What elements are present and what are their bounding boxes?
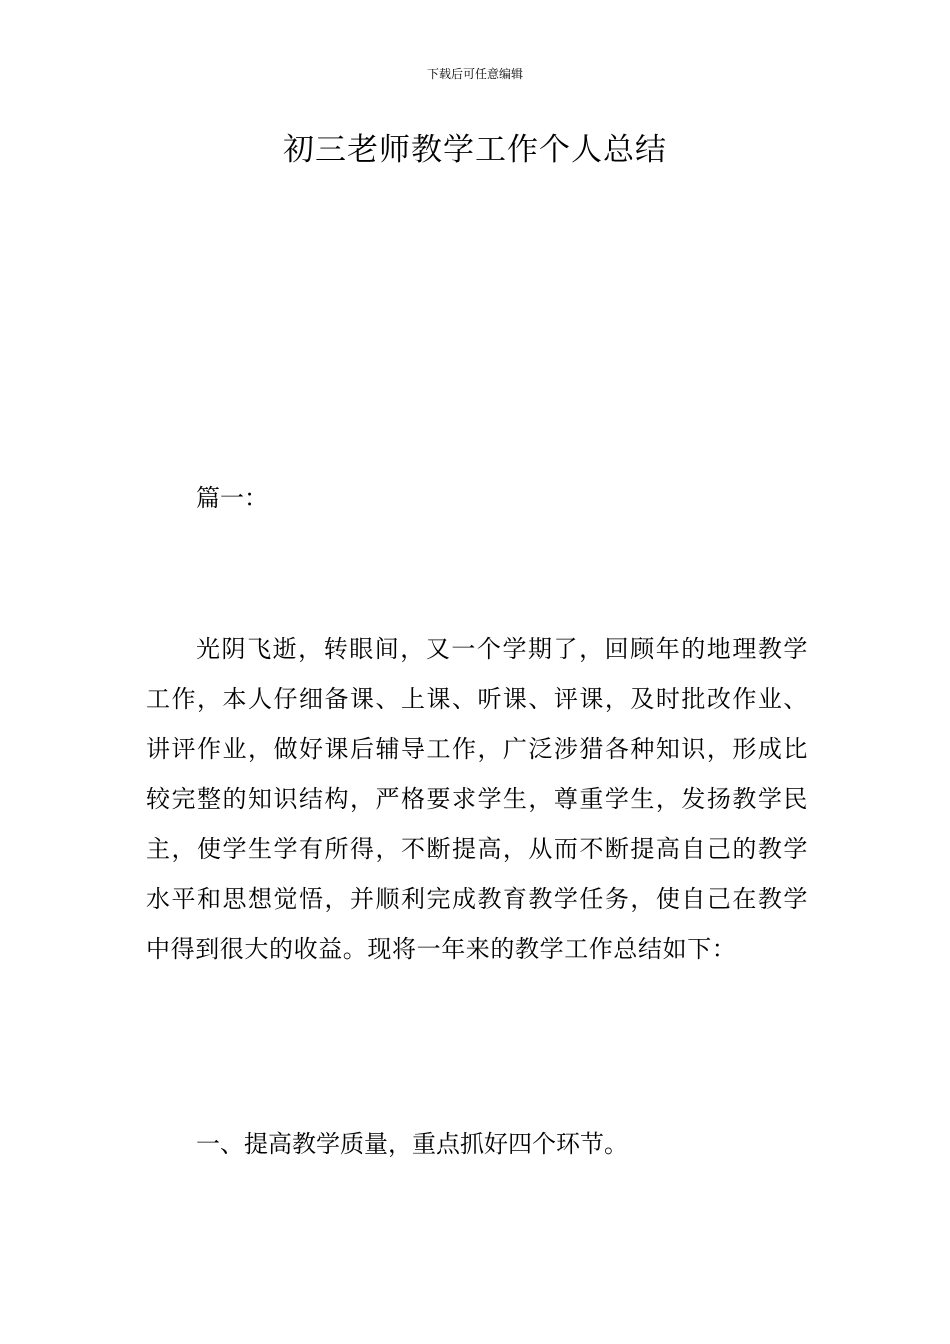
section-subheading: 一、提高教学质量，重点抓好四个环节。 xyxy=(196,1130,628,1158)
page-header-note: 下载后可任意编辑 xyxy=(426,67,523,81)
section-label: 篇一： xyxy=(196,484,268,512)
body-paragraph: 光阴飞逝，转眼间，又一个学期了，回顾年的地理教学工作，本人仔细备课、上课、听课、评课，及时批改作业、讲评作业，做好课后辅导工作，广泛涉猎各种知识，形成比较完整的知识结构，严格要求学生，尊重学生，发扬教学民主，使学生学有所得，不断提高，从而不断提高自己的教学水平和思想觉悟，并顺利完成教育教学任务，使自己在教学中得到很大的收益。现将一年来的教学工作总结如下： xyxy=(146,635,808,963)
document-title: 初三老师教学工作个人总结 xyxy=(283,132,667,168)
